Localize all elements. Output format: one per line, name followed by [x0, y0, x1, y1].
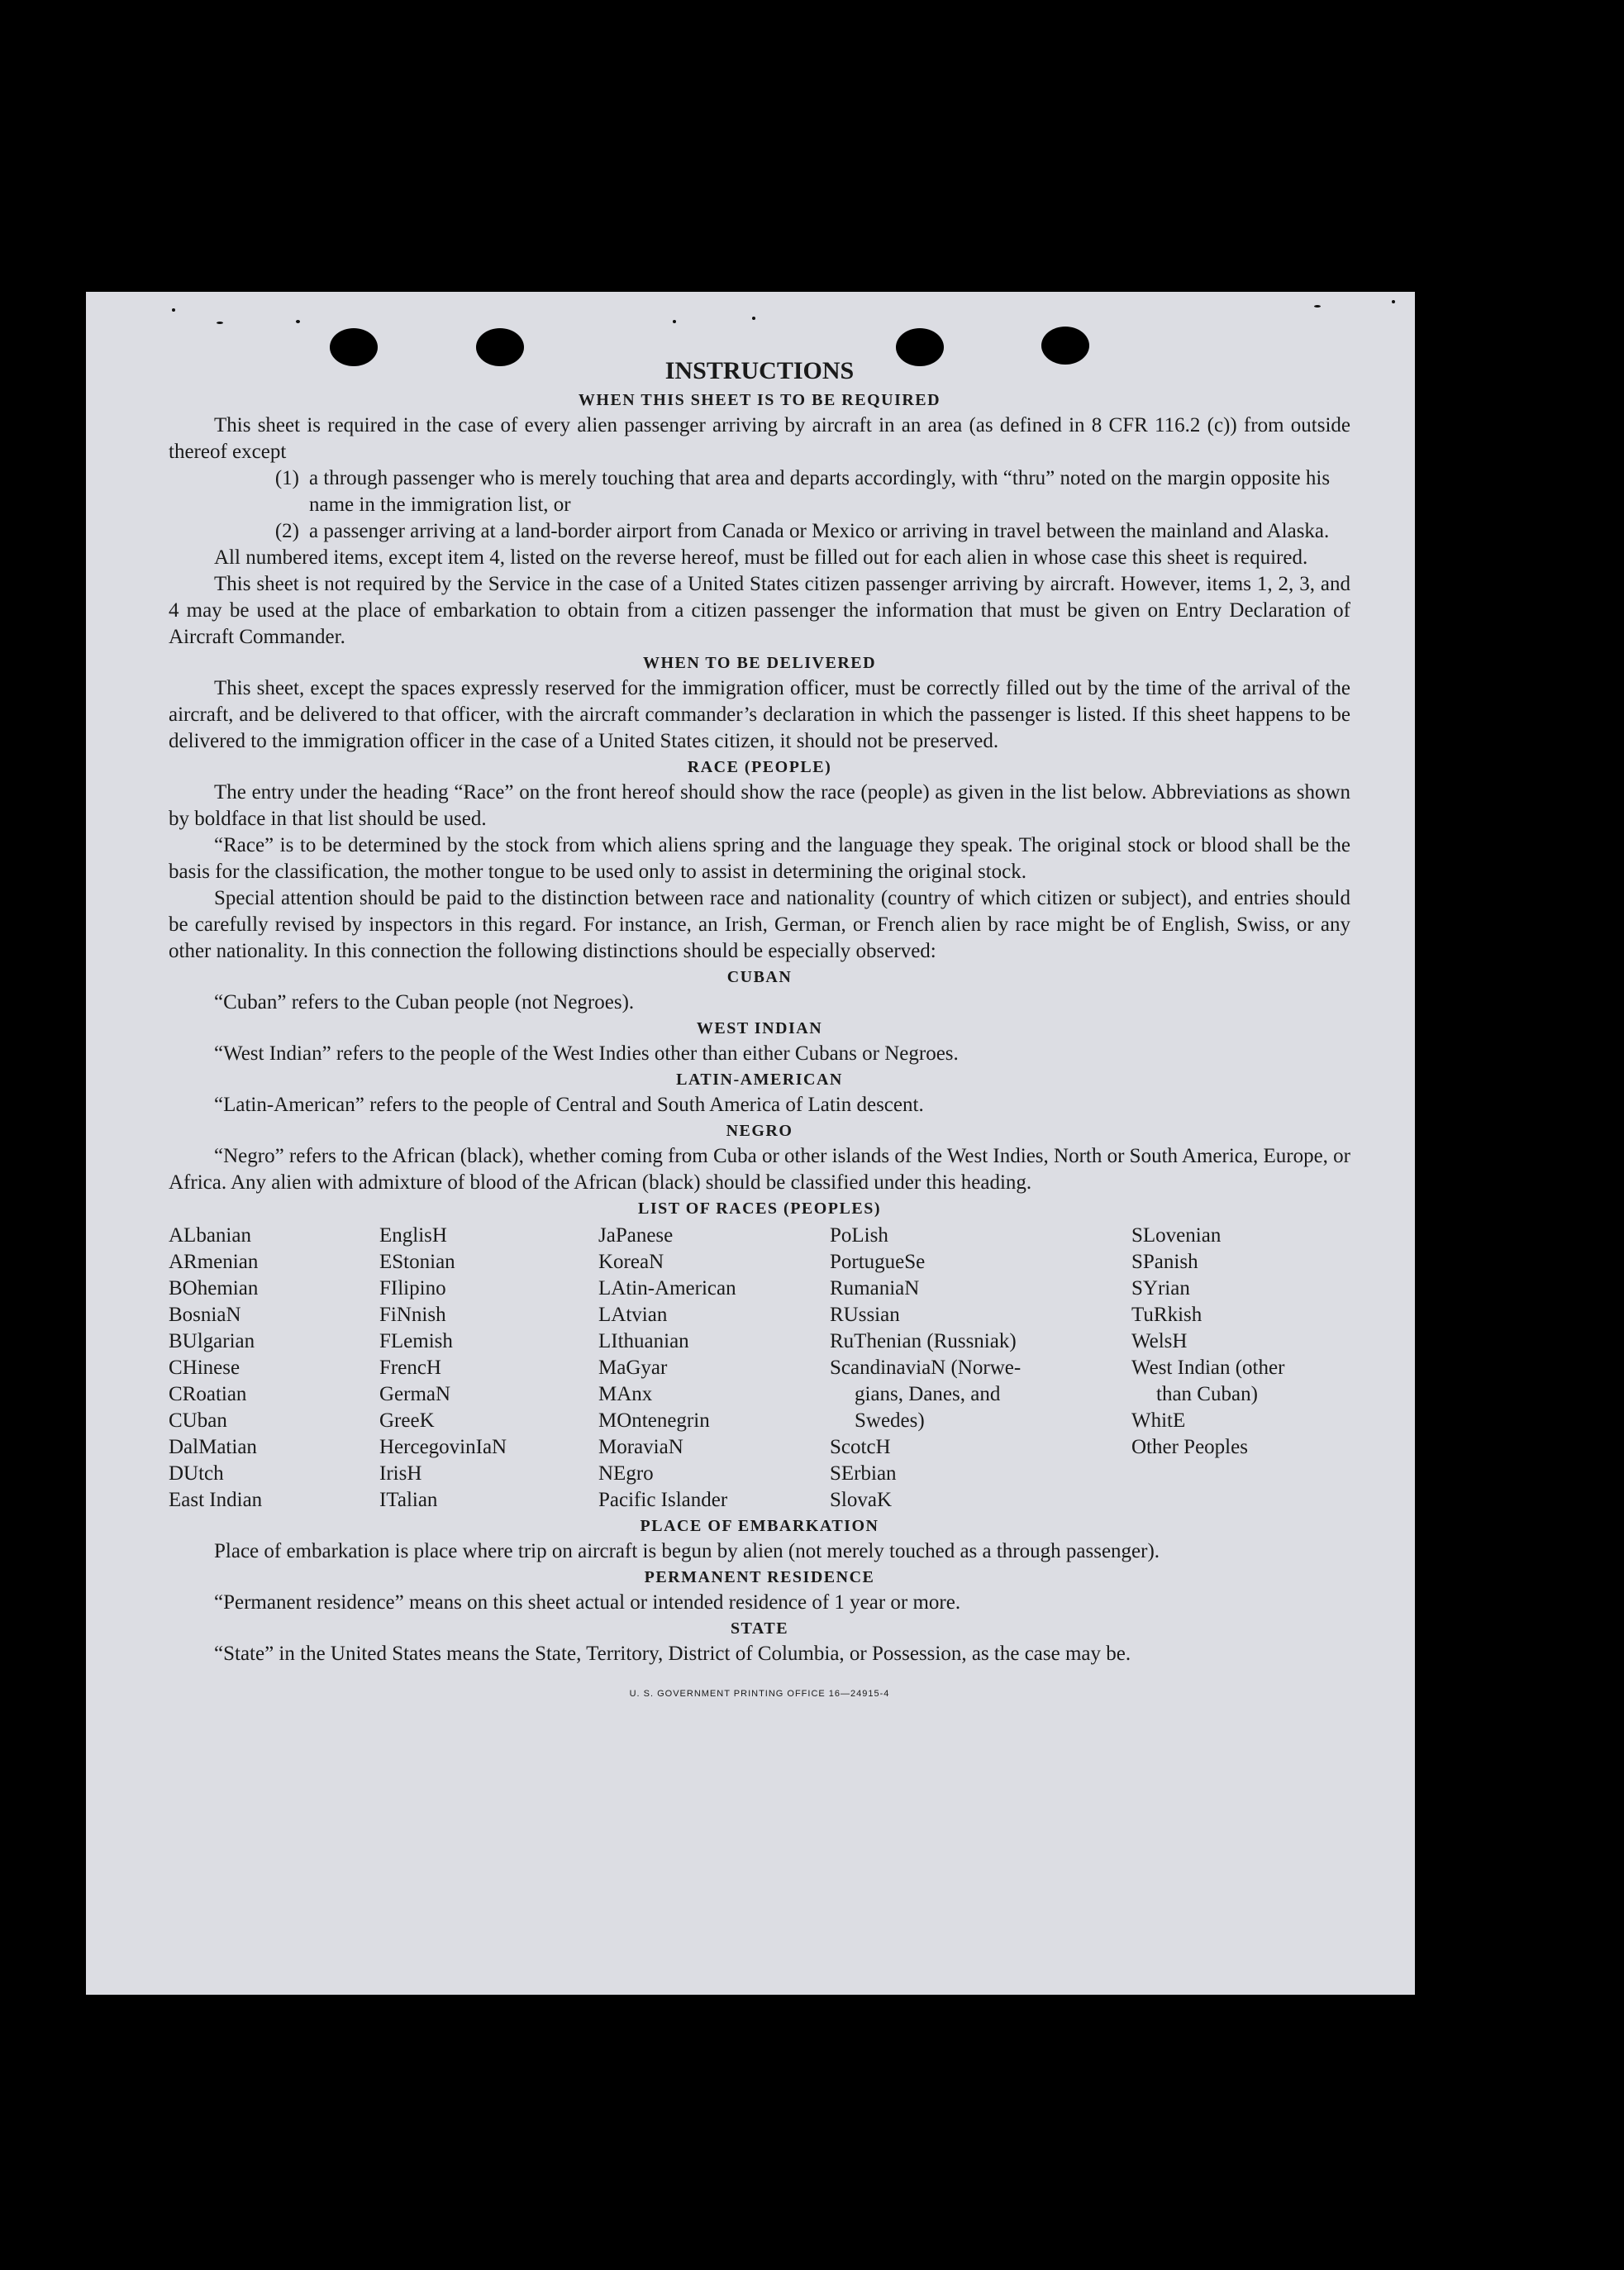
paragraph: The entry under the heading “Race” on the front hereof should show the race (people) as given in the list below. Abbreviations as shown by boldface in that list should be used.	[169, 781, 1350, 830]
race-entry: IrisH	[379, 1462, 422, 1485]
paragraph: All numbered items, except item 4, listed on the reverse hereof, must be filled out for each alien in whose case this sheet is required.	[214, 546, 1308, 569]
section-heading: RACE (PEOPLE)	[687, 758, 832, 776]
race-entry: MoraviaN	[598, 1436, 683, 1458]
instructions-content	[169, 358, 1350, 1707]
races-list	[169, 1223, 1350, 1514]
paragraph: This sheet is required in the case of every alien passenger arriving by aircraft in an area (as defined in 8 CFR 116.2 (c)) from outside thereof except	[169, 414, 1350, 463]
race-entry: WhitE	[1131, 1409, 1186, 1432]
race-entry: EStonian	[379, 1251, 455, 1273]
list-item	[169, 518, 1350, 545]
paragraph: “State” in the United States means the State, Territory, District of Columbia, or Possession, as the case may be.	[214, 1643, 1131, 1665]
item-text: a through passenger who is merely touching that area and departs accordingly, with “thru” noted on the margin opposite his name in the immigration list, or	[309, 467, 1331, 516]
item-number: (2)	[274, 520, 299, 542]
paragraph: Special attention should be paid to the distinction between race and nationality (country of which citizen or subject), and entries should be carefully revised by inspectors in this regard. For instance, an Irish, German, or French alien by race might be of English, Swiss, or any other nationality. In this connection the following distinctions should be especially observed:	[169, 887, 1350, 962]
paragraph: This sheet, except the spaces expressly reserved for the immigration officer, must be correctly filled out by the time of the arrival of the aircraft, and be delivered to that officer, with the aircraft commander’s declaration in which the passenger is listed. If this sheet happens to be delivered to the immigration officer in the case of a United States citizen, it should not be preserved.	[169, 677, 1350, 752]
paragraph: This sheet is not required by the Service in the case of a United States citizen passenger arriving by aircraft. However, items 1, 2, 3, and 4 may be used at the place of embarkation to obtain from a citizen passenger the information that must be given on Entry Declaration of Aircraft Commander.	[169, 573, 1350, 648]
race-entry: SLovenian	[1131, 1224, 1222, 1247]
section-heading: LATIN-AMERICAN	[676, 1071, 843, 1089]
section-heading: WHEN TO BE DELIVERED	[642, 654, 877, 672]
race-entry: GreeK	[379, 1409, 435, 1432]
race-entry: ScandinaviaN (Norwe-	[830, 1357, 1022, 1379]
paragraph: Place of embarkation is place where trip on aircraft is begun by alien (not merely touched as a through passenger).	[214, 1540, 1160, 1562]
race-entry: NEgro	[598, 1462, 654, 1485]
race-entry: gians, Danes, and	[855, 1383, 1001, 1405]
section-heading: CUBAN	[726, 968, 793, 986]
race-entry: LIthuanian	[598, 1330, 689, 1352]
speck	[217, 322, 223, 324]
race-entry: LAtvian	[598, 1304, 668, 1326]
paragraph: “West Indian” refers to the people of the West Indies other than either Cubans or Negroes.	[214, 1042, 959, 1065]
race-entry: LAtin-American	[598, 1277, 736, 1300]
paragraph: “Negro” refers to the African (black), whether coming from Cuba or other islands of the West Indies, North or South America, Europe, or Africa. Any alien with admixture of blood of the African (black) should be classified under this heading.	[169, 1145, 1350, 1194]
race-entry: MOntenegrin	[598, 1409, 710, 1432]
races-column	[169, 1223, 379, 1514]
race-entry: SErbian	[830, 1462, 897, 1485]
race-entry: SlovaK	[830, 1489, 892, 1511]
speck	[296, 320, 300, 323]
speck	[1392, 300, 1395, 303]
paragraph: “Cuban” refers to the Cuban people (not Negroes).	[214, 991, 635, 1013]
race-entry: DUtch	[169, 1462, 224, 1485]
speck	[673, 320, 676, 323]
item-number: (1)	[274, 467, 299, 489]
paragraph: “Latin-American” refers to the people of Central and South America of Latin descent.	[214, 1094, 924, 1116]
race-entry: CHinese	[169, 1357, 241, 1379]
race-entry: WelsH	[1131, 1330, 1188, 1352]
race-entry: FrencH	[379, 1357, 441, 1379]
race-entry: JaPanese	[598, 1224, 674, 1247]
list-item	[169, 465, 1350, 518]
race-entry: KoreaN	[598, 1251, 664, 1273]
printer-imprint: U. S. GOVERNMENT PRINTING OFFICE 16—24915-4	[629, 1689, 890, 1699]
race-entry: SYrian	[1131, 1277, 1190, 1300]
race-entry: PortugueSe	[830, 1251, 926, 1273]
section-heading: NEGRO	[726, 1122, 793, 1140]
race-entry: than Cuban)	[1156, 1383, 1258, 1405]
race-entry: FLemish	[379, 1330, 453, 1352]
races-column	[830, 1223, 1131, 1514]
race-entry: Pacific Islander	[598, 1489, 728, 1511]
speck	[752, 317, 755, 320]
race-entry: RUssian	[830, 1304, 900, 1326]
race-entry: FiNnish	[379, 1304, 446, 1326]
race-entry: HercegovinIaN	[379, 1436, 507, 1458]
race-entry: FIlipino	[379, 1277, 446, 1300]
paragraph: “Race” is to be determined by the stock from which aliens spring and the language they speak. The original stock or blood shall be the basis for the classification, the mother tongue to be used only to assist in determining the original stock.	[169, 834, 1350, 883]
race-entry: PoLish	[830, 1224, 888, 1247]
race-entry: Other Peoples	[1131, 1436, 1248, 1458]
race-entry: East Indian	[169, 1489, 263, 1511]
race-entry: BOhemian	[169, 1277, 259, 1300]
races-column	[1131, 1223, 1350, 1514]
section-heading: WHEN THIS SHEET IS TO BE REQUIRED	[578, 391, 941, 409]
race-entry: DalMatian	[169, 1436, 257, 1458]
race-entry: RumaniaN	[830, 1277, 920, 1300]
section-heading: PLACE OF EMBARKATION	[640, 1517, 879, 1535]
race-entry: SPanish	[1131, 1251, 1198, 1273]
race-entry: EnglisH	[379, 1224, 447, 1247]
speck	[172, 308, 175, 312]
race-entry: ARmenian	[169, 1251, 259, 1273]
page-title: INSTRUCTIONS	[664, 357, 855, 384]
race-entry: BosniaN	[169, 1304, 241, 1326]
race-entry: ALbanian	[169, 1224, 251, 1247]
item-text: a passenger arriving at a land-border airport from Canada or Mexico or arriving in travel between the mainland and Alaska.	[309, 520, 1330, 542]
race-entry: ScotcH	[830, 1436, 891, 1458]
race-entry: CUban	[169, 1409, 227, 1432]
race-entry: West Indian (other	[1131, 1357, 1285, 1379]
races-column	[379, 1223, 598, 1514]
races-column	[598, 1223, 830, 1514]
race-entry: GermaN	[379, 1383, 451, 1405]
race-entry: BUlgarian	[169, 1330, 255, 1352]
race-entry: Swedes)	[855, 1409, 925, 1432]
section-heading: PERMANENT RESIDENCE	[644, 1568, 875, 1586]
section-heading: STATE	[730, 1619, 789, 1638]
race-entry: TuRkish	[1131, 1304, 1203, 1326]
paragraph: “Permanent residence” means on this sheet actual or intended residence of 1 year or more.	[214, 1591, 961, 1614]
race-entry: MaGyar	[598, 1357, 668, 1379]
section-heading: WEST INDIAN	[696, 1019, 823, 1037]
race-entry: RuThenian (Russniak)	[830, 1330, 1017, 1352]
speck	[1314, 305, 1321, 308]
race-entry: CRoatian	[169, 1383, 247, 1405]
section-heading: LIST OF RACES (PEOPLES)	[637, 1199, 881, 1218]
document-sheet	[86, 292, 1415, 1995]
race-entry: MAnx	[598, 1383, 653, 1405]
race-entry: ITalian	[379, 1489, 438, 1511]
